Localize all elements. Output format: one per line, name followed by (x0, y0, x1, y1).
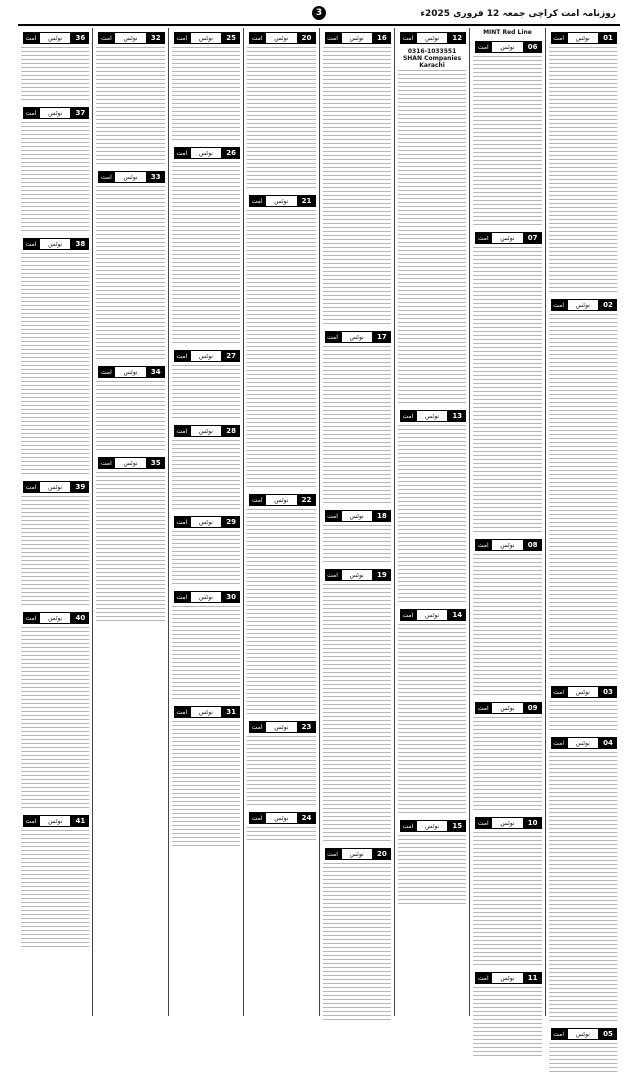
notice-header (323, 330, 391, 344)
notice-number: 06 (524, 41, 542, 53)
notice-body-text (172, 721, 240, 849)
notice-body-text (247, 736, 315, 808)
notice-item (549, 1027, 617, 1075)
newspaper-logo-icon: امت (400, 609, 416, 621)
contact-agency: SHAN Companies Karachi (402, 55, 462, 69)
newspaper-logo-icon: امت (23, 238, 39, 250)
notice-number: 18 (373, 510, 391, 522)
notice-item (172, 146, 240, 346)
notice-header (398, 31, 466, 45)
notice-body-text (96, 186, 164, 362)
notice-item (473, 701, 541, 813)
notice-title: نوٹس (491, 817, 523, 829)
notice-body-text (549, 752, 617, 1024)
page-number-badge: 3 (312, 6, 326, 20)
notice-item (323, 847, 391, 1023)
notice-number: 10 (524, 817, 542, 829)
notice-column (243, 28, 318, 1016)
notice-title: نوٹس (39, 238, 71, 250)
notice-header (172, 349, 240, 363)
notice-title: نوٹس (491, 972, 523, 984)
notice-header (323, 568, 391, 582)
notice-header (247, 720, 315, 734)
notice-number: 13 (448, 410, 466, 422)
notice-item (473, 538, 541, 698)
notice-number: 24 (298, 812, 316, 824)
notice-header (323, 847, 391, 861)
newspaper-logo-icon: امت (174, 147, 190, 159)
newspaper-logo-icon: امت (475, 972, 491, 984)
notice-title: نوٹس (341, 32, 373, 44)
notice-body-text (549, 1043, 617, 1075)
notice-title: نوٹس (39, 612, 71, 624)
newspaper-logo-icon: امت (325, 331, 341, 343)
notice-body-text (473, 717, 541, 813)
notice-item (21, 31, 89, 103)
notice-header (473, 816, 541, 830)
notice-header (473, 701, 541, 715)
notice-number: 31 (222, 706, 240, 718)
newspaper-logo-icon: امت (174, 425, 190, 437)
notice-item (398, 409, 466, 605)
notice-body-text (323, 47, 391, 327)
notice-item (473, 231, 541, 535)
notice-number: 20 (298, 32, 316, 44)
notice-item (96, 365, 164, 453)
notice-columns (18, 28, 620, 1038)
notice-item (172, 31, 240, 143)
notice-header (172, 515, 240, 529)
notice-number: 07 (524, 232, 542, 244)
notice-number: 03 (599, 686, 617, 698)
contact-phone: 0316-1033551 (407, 48, 457, 55)
notice-body-text (96, 381, 164, 453)
notice-item (172, 705, 240, 849)
newspaper-logo-icon: امت (551, 686, 567, 698)
notice-header (96, 170, 164, 184)
notice-body-text (96, 47, 164, 167)
notice-number: 05 (599, 1028, 617, 1040)
notice-item (172, 590, 240, 702)
notice-title: نوٹس (341, 331, 373, 343)
notice-item (398, 608, 466, 816)
notice-header (172, 424, 240, 438)
notice-body-text (21, 253, 89, 477)
notice-header (172, 590, 240, 604)
notice-body-text (549, 314, 617, 682)
newspaper-logo-icon: امت (23, 107, 39, 119)
newspaper-logo-icon: امت (551, 32, 567, 44)
notice-header (21, 480, 89, 494)
notice-body-text (247, 210, 315, 490)
newspaper-logo-icon: امت (325, 848, 341, 860)
notice-title: نوٹس (416, 820, 448, 832)
notice-header (172, 31, 240, 45)
newspaper-logo-icon: امت (325, 32, 341, 44)
newspaper-logo-icon: امت (23, 481, 39, 493)
notice-number: 23 (298, 721, 316, 733)
notice-header (96, 31, 164, 45)
newspaper-logo-icon: امت (23, 815, 39, 827)
notice-body-text (172, 531, 240, 587)
notice-number: 16 (373, 32, 391, 44)
notice-title: نوٹس (567, 1028, 599, 1040)
notice-title: نوٹس (491, 232, 523, 244)
notice-title: نوٹس (265, 195, 297, 207)
newspaper-logo-icon: امت (475, 817, 491, 829)
notice-item (172, 349, 240, 421)
notice-item (323, 31, 391, 327)
notice-body-text (172, 365, 240, 421)
notice-title: نوٹس (114, 366, 146, 378)
notice-body-text (323, 525, 391, 565)
notice-number: 01 (599, 32, 617, 44)
notice-number: 38 (71, 238, 89, 250)
notice-item (21, 814, 89, 950)
notice-title: نوٹس (190, 147, 222, 159)
notice-title: نوٹس (190, 516, 222, 528)
notice-item (96, 170, 164, 362)
notice-body-text (549, 47, 617, 295)
notice-title: نوٹس (491, 702, 523, 714)
notice-title: نوٹس (114, 457, 146, 469)
notice-number: 41 (71, 815, 89, 827)
notice-body-text (473, 247, 541, 535)
notice-body-text (172, 162, 240, 346)
notice-title: نوٹس (190, 350, 222, 362)
notice-number: 30 (222, 591, 240, 603)
notice-header (21, 611, 89, 625)
notice-item (549, 31, 617, 295)
notice-body-text (21, 122, 89, 234)
notice-body-text (549, 701, 617, 733)
notice-number: 12 (448, 32, 466, 44)
notice-column (18, 28, 92, 1016)
notice-header (21, 237, 89, 251)
notice-body-text (398, 624, 466, 816)
newspaper-logo-icon: امت (174, 706, 190, 718)
notice-item (21, 237, 89, 477)
notice-item (96, 456, 164, 624)
notice-item (323, 509, 391, 565)
notice-title: نوٹس (190, 32, 222, 44)
notice-title: نوٹس (39, 32, 71, 44)
notice-number: 28 (222, 425, 240, 437)
newspaper-logo-icon: امت (249, 721, 265, 733)
notice-header (21, 31, 89, 45)
notice-body-text (247, 47, 315, 191)
notice-title: نوٹس (190, 591, 222, 603)
notice-title: نوٹس (39, 107, 71, 119)
notice-title: نوٹس (491, 41, 523, 53)
notice-body-text (323, 584, 391, 844)
notice-title: نوٹس (190, 425, 222, 437)
notice-number: 27 (222, 350, 240, 362)
newspaper-logo-icon: امت (400, 32, 416, 44)
notice-item (172, 515, 240, 587)
notice-item (398, 31, 466, 406)
notice-header (398, 608, 466, 622)
newspaper-logo-icon: امت (551, 1028, 567, 1040)
notice-title: نوٹس (341, 569, 373, 581)
notice-number: 39 (71, 481, 89, 493)
newspaper-logo-icon: امت (475, 232, 491, 244)
notice-header (247, 31, 315, 45)
notice-title: نوٹس (341, 510, 373, 522)
newspaper-logo-icon: امت (98, 171, 114, 183)
notice-header (247, 811, 315, 825)
notice-header (323, 31, 391, 45)
newspaper-logo-icon: امت (98, 32, 114, 44)
notice-item (247, 811, 315, 843)
notice-header (549, 736, 617, 750)
notice-item (21, 611, 89, 811)
notice-body-text (96, 472, 164, 624)
notice-title: نوٹس (190, 706, 222, 718)
notice-title: نوٹس (265, 721, 297, 733)
notice-column (469, 28, 544, 1016)
notice-number: 34 (147, 366, 165, 378)
newspaper-logo-icon: امت (551, 299, 567, 311)
notice-column (545, 28, 620, 1038)
notice-number: 14 (448, 609, 466, 621)
notice-title: نوٹس (491, 539, 523, 551)
notice-number: 09 (524, 702, 542, 714)
notice-header (323, 509, 391, 523)
notice-number: 36 (71, 32, 89, 44)
notice-body-text (172, 47, 240, 143)
notice-number: 32 (147, 32, 165, 44)
notice-title: نوٹس (416, 609, 448, 621)
newspaper-logo-icon: امت (249, 195, 265, 207)
notice-item (549, 298, 617, 682)
newspaper-logo-icon: امت (551, 737, 567, 749)
notice-header (473, 231, 541, 245)
notice-body-text (21, 830, 89, 950)
notice-header (473, 40, 541, 54)
notice-item (323, 330, 391, 506)
notice-title: نوٹس (341, 848, 373, 860)
notice-title: نوٹس (567, 686, 599, 698)
notice-header (21, 814, 89, 828)
notice-header (247, 493, 315, 507)
notice-item (549, 685, 617, 733)
newspaper-logo-icon: امت (400, 410, 416, 422)
newspaper-logo-icon: امت (98, 366, 114, 378)
notice-item (247, 720, 315, 808)
notice-header (172, 146, 240, 160)
notice-body-text (398, 425, 466, 605)
notice-number: 20 (373, 848, 391, 860)
notice-number: 40 (71, 612, 89, 624)
notice-column (394, 28, 469, 1016)
notice-title: نوٹس (567, 737, 599, 749)
newspaper-logo-icon: امت (400, 820, 416, 832)
newspaper-logo-icon: امت (249, 32, 265, 44)
notice-body-text (323, 863, 391, 1023)
notice-item (323, 568, 391, 844)
newspaper-logo-icon: امت (23, 32, 39, 44)
notice-number: 26 (222, 147, 240, 159)
masthead (18, 4, 620, 26)
notice-header (96, 456, 164, 470)
notice-item (247, 493, 315, 717)
notice-title: نوٹس (39, 481, 71, 493)
notice-title: نوٹس (114, 171, 146, 183)
notice-number: 19 (373, 569, 391, 581)
notice-number: 15 (448, 820, 466, 832)
inline-label: MINT Red Line (473, 28, 541, 37)
notice-number: 22 (298, 494, 316, 506)
notice-number: 08 (524, 539, 542, 551)
notice-item (473, 816, 541, 968)
newspaper-logo-icon: امت (475, 539, 491, 551)
masthead-date: روزنامہ امت کراچی جمعہ 12 فروری 2025ء (420, 9, 616, 19)
notice-title: نوٹس (416, 410, 448, 422)
notice-header (398, 819, 466, 833)
notice-body-text (172, 606, 240, 702)
notice-item (172, 424, 240, 512)
newspaper-logo-icon: امت (249, 494, 265, 506)
notice-title: نوٹس (265, 812, 297, 824)
notice-item (21, 480, 89, 608)
notice-item (96, 31, 164, 167)
notice-header (473, 971, 541, 985)
notice-body-text (21, 47, 89, 103)
notice-title: نوٹس (416, 32, 448, 44)
newspaper-logo-icon: امت (325, 569, 341, 581)
newspaper-logo-icon: امت (475, 41, 491, 53)
notice-item (247, 31, 315, 191)
notice-title: نوٹس (114, 32, 146, 44)
notice-body-text (247, 827, 315, 843)
notice-number: 25 (222, 32, 240, 44)
notice-body-text (247, 509, 315, 717)
notice-item (21, 106, 89, 234)
notice-body-text (473, 554, 541, 698)
contact-box (398, 47, 466, 70)
notice-item (549, 736, 617, 1024)
notice-header (549, 685, 617, 699)
newspaper-logo-icon: امت (249, 812, 265, 824)
notice-header (473, 538, 541, 552)
notice-body-text (473, 987, 541, 1059)
newspaper-logo-icon: امت (174, 516, 190, 528)
notice-body-text (323, 346, 391, 506)
newspaper-logo-icon: امت (98, 457, 114, 469)
notice-body-text (473, 832, 541, 968)
notice-number: 11 (524, 972, 542, 984)
notice-header (549, 31, 617, 45)
notice-body-text (21, 627, 89, 811)
newspaper-logo-icon: امت (325, 510, 341, 522)
notice-title: نوٹس (567, 299, 599, 311)
notice-number: 21 (298, 195, 316, 207)
notice-number: 35 (147, 457, 165, 469)
newspaper-logo-icon: امت (174, 591, 190, 603)
notice-header (549, 298, 617, 312)
newspaper-logo-icon: امت (174, 350, 190, 362)
notice-number: 17 (373, 331, 391, 343)
notice-title: نوٹس (265, 494, 297, 506)
notice-body-text (398, 70, 466, 406)
notice-number: 04 (599, 737, 617, 749)
notice-header (96, 365, 164, 379)
notice-item (247, 194, 315, 490)
notice-header (247, 194, 315, 208)
notice-body-text (398, 835, 466, 907)
notice-title: نوٹس (39, 815, 71, 827)
notice-column (319, 28, 394, 1016)
notice-number: 33 (147, 171, 165, 183)
notice-header (398, 409, 466, 423)
newspaper-logo-icon: امت (23, 612, 39, 624)
notice-body-text (473, 56, 541, 228)
notice-item (398, 819, 466, 907)
notice-number: 37 (71, 107, 89, 119)
notice-item (473, 28, 541, 228)
newspaper-logo-icon: امت (475, 702, 491, 714)
notice-number: 02 (599, 299, 617, 311)
notice-header (21, 106, 89, 120)
notice-title: نوٹس (265, 32, 297, 44)
newspaper-logo-icon: امت (174, 32, 190, 44)
notice-title: نوٹس (567, 32, 599, 44)
notice-header (172, 705, 240, 719)
notice-body-text (21, 496, 89, 608)
notice-item (473, 971, 541, 1059)
notice-number: 29 (222, 516, 240, 528)
notice-column (168, 28, 243, 1016)
notice-header (549, 1027, 617, 1041)
notice-body-text (172, 440, 240, 512)
notice-column (92, 28, 167, 1016)
